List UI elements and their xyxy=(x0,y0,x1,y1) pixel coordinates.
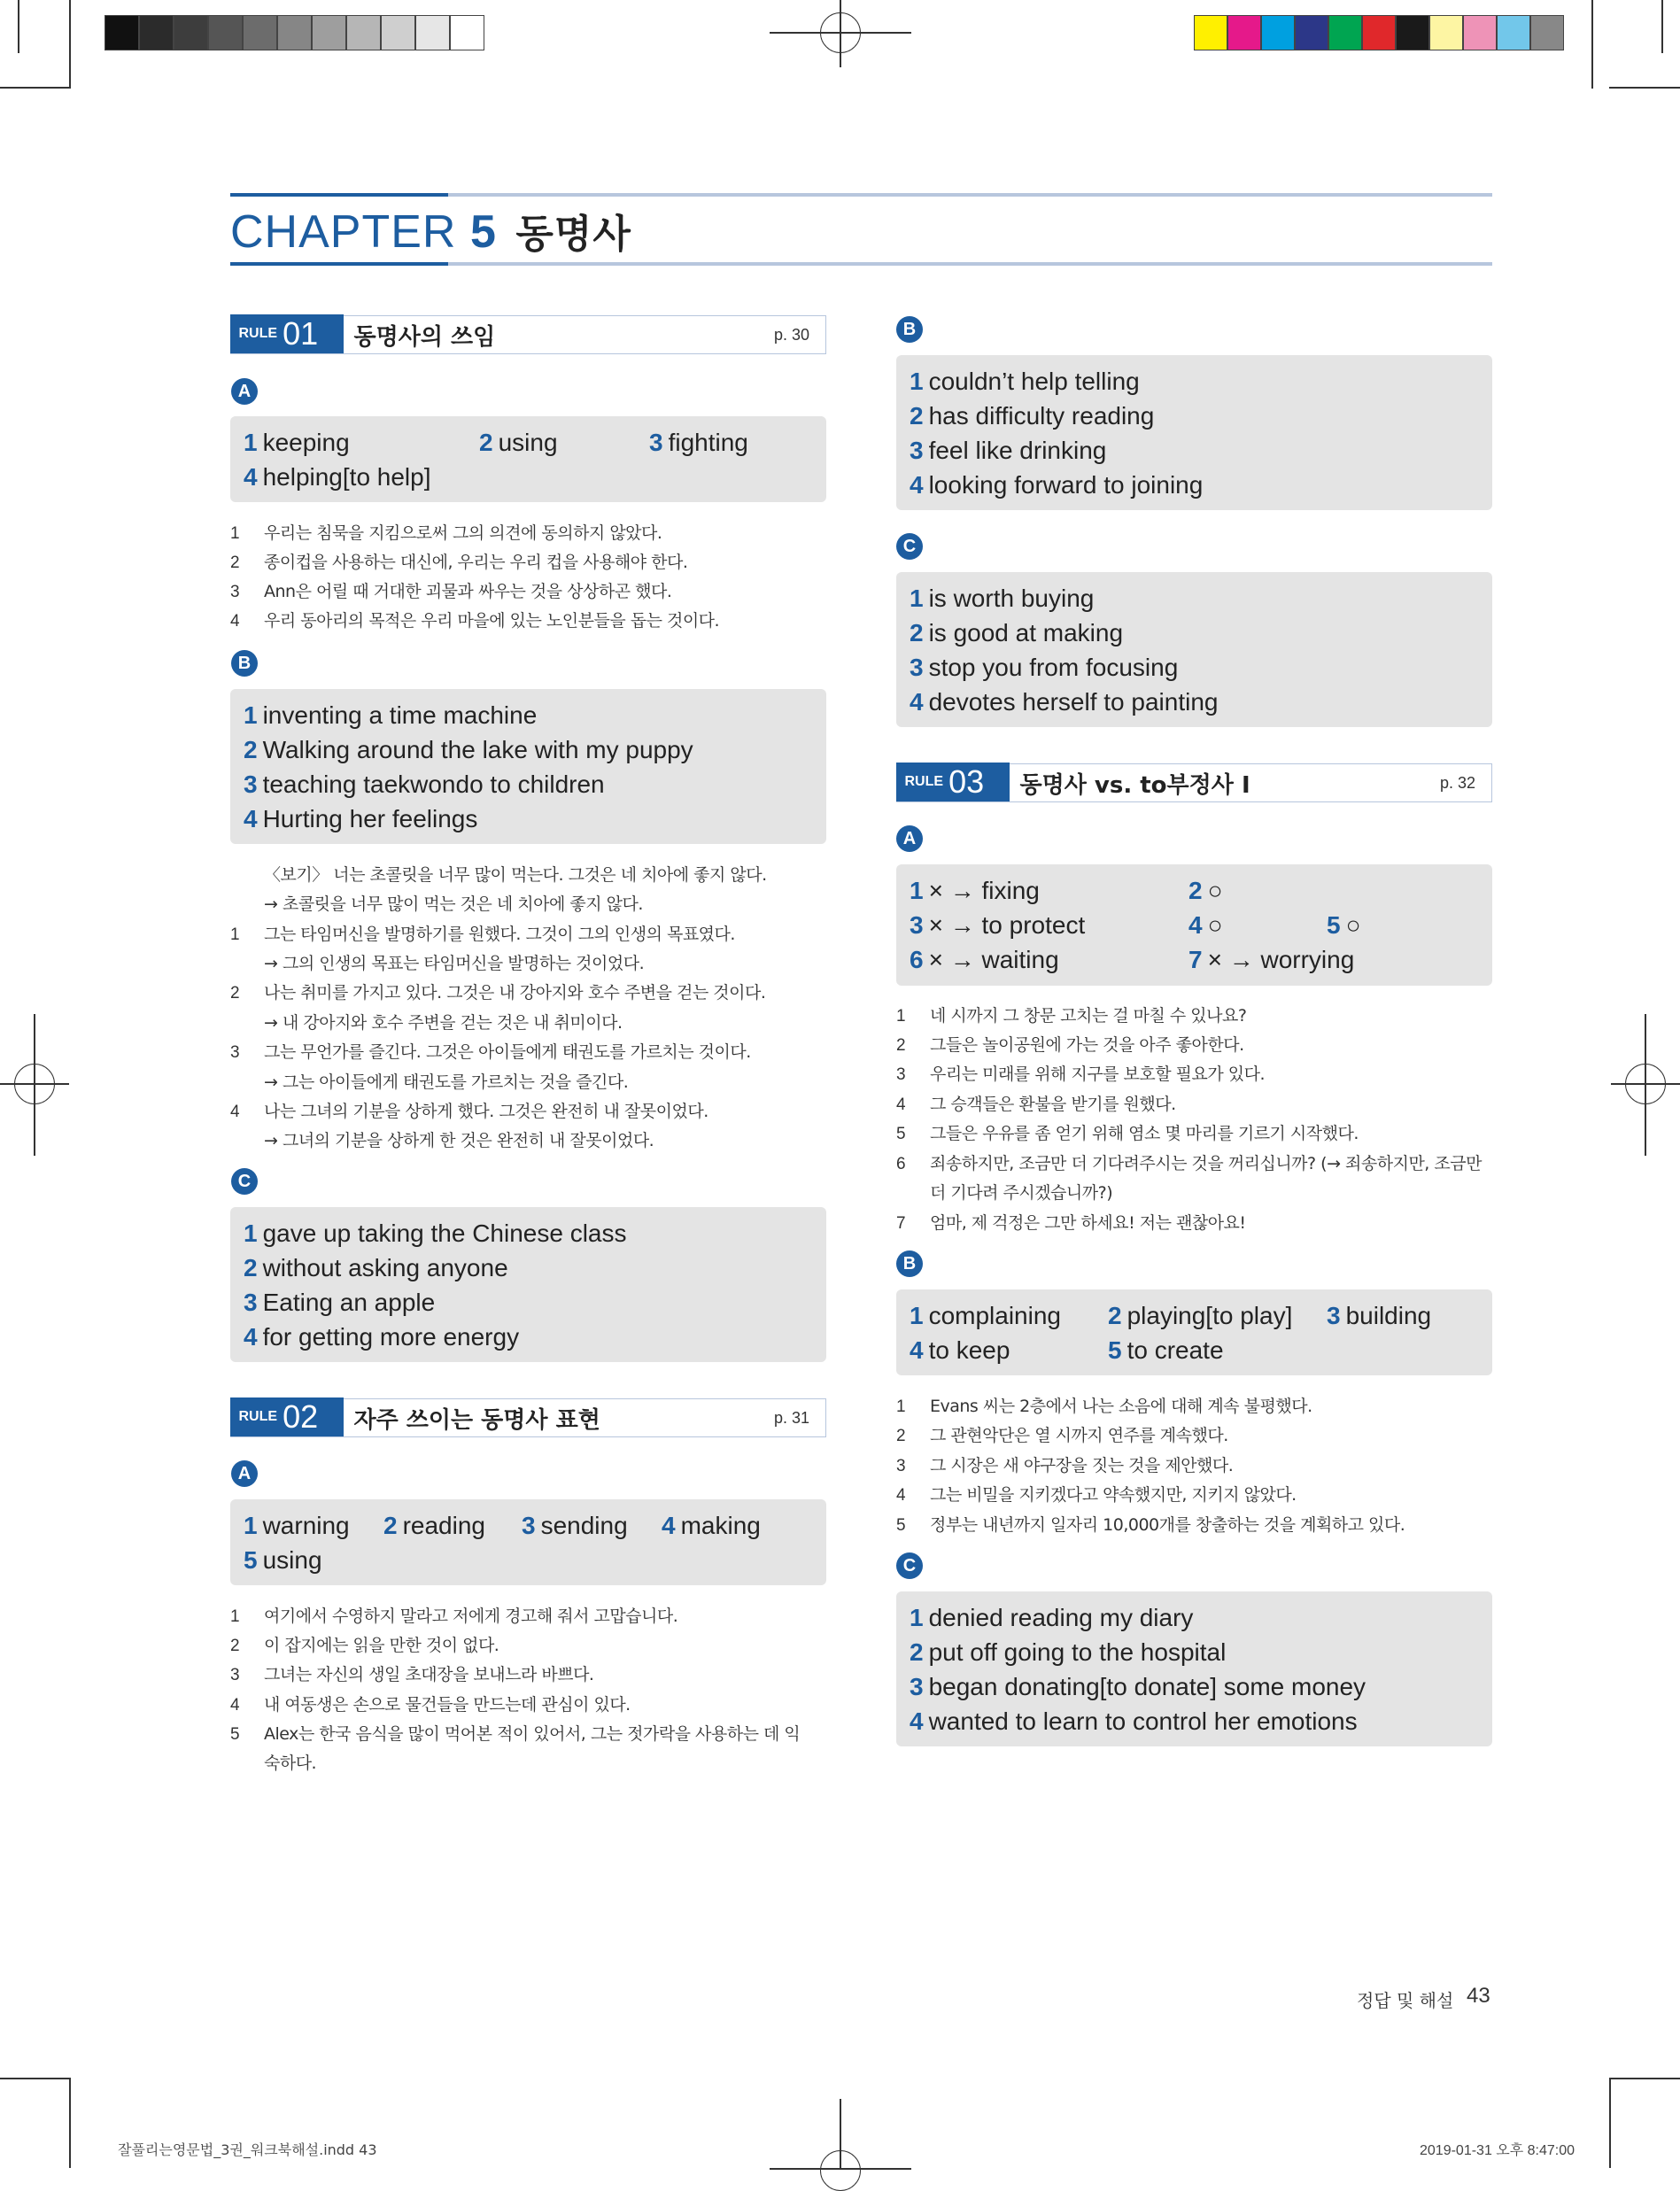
answer-item: 2 playing[to play] xyxy=(1108,1302,1293,1329)
rule-title: 동명사의 쓰임 xyxy=(353,323,496,351)
color-swatch xyxy=(1429,15,1463,50)
rule-number: 03 xyxy=(948,763,985,801)
translation-line: → 그는 아이들에게 태권도를 가르치는 것을 즐긴다. xyxy=(264,1072,629,1092)
answer-item: 3 feel like drinking xyxy=(910,437,1107,464)
answer-item: 4 helping[to help] xyxy=(244,463,431,491)
registration-line xyxy=(770,2168,911,2170)
translation-line: 2 나는 취미를 가지고 있다. 그것은 내 강아지와 호수 주변을 걷는 것이다. xyxy=(230,983,766,1003)
answer-item: 1 is worth buying xyxy=(910,585,1095,612)
print-slug-file: 잘풀리는영문법_3권_워크북해설.indd 43 xyxy=(118,2141,377,2158)
answer-item: 6 × → waiting xyxy=(910,946,1059,973)
answer-item: 3 stop you from focusing xyxy=(910,654,1179,681)
color-swatch xyxy=(450,15,484,50)
translation-line: 7 엄마, 제 걱정은 그만 하세요! 저는 괜찮아요! xyxy=(896,1213,1246,1233)
section-badge-a: A xyxy=(231,1460,258,1487)
rule-02-header xyxy=(230,1398,826,1437)
answer-item: 3 began donating[to donate] some money xyxy=(910,1673,1366,1700)
color-swatch xyxy=(1463,15,1497,50)
answer-item: 5 ○ xyxy=(1327,911,1361,939)
color-swatch xyxy=(1396,15,1429,50)
answer-item: 2 has difficulty reading xyxy=(910,402,1155,430)
color-swatch xyxy=(277,15,312,50)
translation-line: 4 그 승객들은 환불을 받기를 원했다. xyxy=(896,1095,1176,1114)
chapter-rule-bottom xyxy=(230,262,1492,266)
crop-mark xyxy=(0,2078,71,2079)
section-badge-c: C xyxy=(896,533,923,560)
color-swatch xyxy=(1328,15,1362,50)
gray-color-bar xyxy=(105,15,484,50)
translation-line: 숙하다. xyxy=(264,1754,317,1773)
translation-line: 2 그 관현악단은 열 시까지 연주를 계속했다. xyxy=(896,1426,1228,1445)
crop-mark xyxy=(1661,0,1663,53)
answer-item: 1 warning xyxy=(244,1512,350,1539)
answer-item: 1 × → fixing xyxy=(910,877,1040,904)
translation-line: 1 우리는 침묵을 지킴으로써 그의 의견에 동의하지 않았다. xyxy=(230,523,662,543)
translation-line: 2 종이컵을 사용하는 대신에, 우리는 우리 컵을 사용해야 한다. xyxy=(230,553,688,572)
chapter-rule-top xyxy=(230,193,1492,197)
translation-line: 3 그는 무언가를 즐긴다. 그것은 아이들에게 태권도를 가르치는 것이다. xyxy=(230,1042,751,1062)
footer-section-label: 정답 및 해설 xyxy=(1357,1990,1454,2011)
section-badge-b: B xyxy=(896,1250,923,1277)
answer-item: 1 denied reading my diary xyxy=(910,1604,1194,1631)
answer-item: 4 wanted to learn to control her emotions xyxy=(910,1707,1358,1735)
color-swatch xyxy=(381,15,415,50)
translation-line: → 그의 인생의 목표는 타임머신을 발명하는 것이었다. xyxy=(264,954,645,973)
rule-01-header xyxy=(230,315,826,354)
translation-line: → 초콜릿을 너무 많이 먹는 것은 네 치아에 좋지 않다. xyxy=(264,894,643,914)
crop-mark xyxy=(18,0,19,53)
translation-line: 6 죄송하지만, 조금만 더 기다려주시는 것을 꺼리십니까? (→ 죄송하지만, 조금만 xyxy=(896,1154,1482,1173)
rule-03-header xyxy=(896,763,1492,802)
color-swatch xyxy=(243,15,277,50)
rule-title: 자주 쓰이는 동명사 표현 xyxy=(353,1406,600,1434)
answer-item: 2 is good at making xyxy=(910,619,1124,646)
answer-item: 5 to create xyxy=(1108,1336,1224,1364)
registration-line xyxy=(840,0,841,67)
color-swatch xyxy=(312,15,346,50)
answer-item: 4 to keep xyxy=(910,1336,1010,1364)
answer-item: 1 gave up taking the Chinese class xyxy=(244,1219,627,1247)
color-swatch xyxy=(1261,15,1295,50)
chapter-label: CHAPTER xyxy=(230,206,457,258)
answer-item: 1 keeping xyxy=(244,429,350,456)
crop-mark xyxy=(1609,2078,1680,2079)
translation-line: 4 나는 그녀의 기분을 상하게 했다. 그것은 완전히 내 잘못이었다. xyxy=(230,1102,708,1121)
answer-item: 2 ○ xyxy=(1188,877,1223,904)
translation-line: → 내 강아지와 호수 주변을 걷는 것은 내 취미이다. xyxy=(264,1013,623,1033)
translation-line: 4 그는 비밀을 지키겠다고 약속했지만, 지키지 않았다. xyxy=(896,1485,1297,1505)
crop-mark xyxy=(1591,0,1593,89)
answer-item: 2 put off going to the hospital xyxy=(910,1638,1227,1666)
translation-line: 3 Ann은 어릴 때 거대한 괴물과 싸우는 것을 상상하곤 했다. xyxy=(230,582,672,601)
section-badge-c: C xyxy=(231,1168,258,1195)
rule-page-ref: p. 31 xyxy=(773,1408,809,1427)
color-swatch xyxy=(208,15,243,50)
chapter-number: 5 xyxy=(469,206,497,258)
crop-mark xyxy=(69,0,71,89)
answer-item: 3 teaching taekwondo to children xyxy=(244,770,605,798)
process-color-bar xyxy=(1194,15,1564,50)
answer-item: 3 Eating an apple xyxy=(244,1289,436,1316)
color-swatch xyxy=(1530,15,1564,50)
color-swatch xyxy=(1362,15,1396,50)
crop-mark xyxy=(0,87,71,89)
color-swatch xyxy=(1227,15,1261,50)
answer-item: 1 inventing a time machine xyxy=(244,701,538,729)
print-slug-date: 2019-01-31 오후 8:47:00 xyxy=(1420,2143,1575,2158)
answer-item: 1 couldn’t help telling xyxy=(910,368,1140,395)
translation-line: 4 우리 동아리의 목적은 우리 마을에 있는 노인분들을 돕는 것이다. xyxy=(230,611,720,631)
color-swatch xyxy=(174,15,208,50)
crop-mark xyxy=(69,2078,71,2168)
color-swatch xyxy=(139,15,174,50)
translation-line: 3 그녀는 자신의 생일 초대장을 보내느라 바쁘다. xyxy=(230,1665,594,1684)
answer-item: 2 without asking anyone xyxy=(244,1254,508,1281)
rule-tag: RULE xyxy=(238,326,278,342)
rule-page-ref: p. 32 xyxy=(1439,773,1475,792)
translation-line: 3 우리는 미래를 위해 지구를 보호할 필요가 있다. xyxy=(896,1065,1266,1084)
translation-line: 1 그는 타임머신을 발명하기를 원했다. 그것이 그의 인생의 목표였다. xyxy=(230,925,735,944)
color-swatch xyxy=(415,15,450,50)
color-swatch xyxy=(1194,15,1227,50)
rule-page-ref: p. 30 xyxy=(773,325,809,344)
answer-item: 3 sending xyxy=(522,1512,628,1539)
translation-line: 1 네 시까지 그 창문 고치는 걸 마칠 수 있나요? xyxy=(896,1006,1247,1026)
color-swatch xyxy=(346,15,381,50)
registration-line xyxy=(1645,1014,1646,1156)
translation-line: 5 Alex는 한국 음식을 많이 먹어본 적이 있어서, 그는 젓가락을 사용하는 데 익 xyxy=(230,1724,801,1744)
color-swatch xyxy=(1497,15,1530,50)
answer-item: 1 complaining xyxy=(910,1302,1061,1329)
translation-line: 5 정부는 내년까지 일자리 10,000개를 창출하는 것을 계획하고 있다. xyxy=(896,1515,1405,1535)
section-badge-b: B xyxy=(231,650,258,677)
translation-line: 3 그 시장은 새 야구장을 짓는 것을 제안했다. xyxy=(896,1456,1234,1475)
answer-item: 4 making xyxy=(662,1512,761,1539)
translation-line: 더 기다려 주시겠습니까?) xyxy=(930,1183,1113,1203)
registration-line xyxy=(34,1014,35,1156)
answer-item: 4 for getting more energy xyxy=(244,1323,520,1351)
translation-line: 2 그들은 놀이공원에 가는 것을 아주 좋아한다. xyxy=(896,1035,1244,1055)
answer-item: 5 using xyxy=(244,1546,322,1574)
registration-line xyxy=(840,2099,841,2168)
answer-item: 7 × → worrying xyxy=(1188,946,1355,973)
answer-item: 4 Hurting her feelings xyxy=(244,805,478,832)
rule-tag: RULE xyxy=(238,1409,278,1425)
answer-item: 2 reading xyxy=(383,1512,485,1539)
translation-line: → 그녀의 기분을 상하게 한 것은 완전히 내 잘못이었다. xyxy=(264,1131,654,1150)
translation-line: 1 여기에서 수영하지 말라고 저에게 경고해 줘서 고맙습니다. xyxy=(230,1606,678,1626)
crop-mark xyxy=(1609,2078,1611,2168)
translation-line: 4 내 여동생은 손으로 물건들을 만드는데 관심이 있다. xyxy=(230,1695,631,1715)
crop-mark xyxy=(1609,87,1680,89)
answer-item: 4 looking forward to joining xyxy=(910,471,1204,499)
answer-item: 3 × → to protect xyxy=(910,911,1086,939)
color-swatch xyxy=(1295,15,1328,50)
chapter-title: 동명사 xyxy=(515,212,631,257)
answer-item: 4 ○ xyxy=(1188,911,1223,939)
translation-line: 〈보기〉 너는 초콜릿을 너무 많이 먹는다. 그것은 네 치아에 좋지 않다. xyxy=(264,865,767,885)
translation-line: 5 그들은 우유를 좀 얻기 위해 염소 몇 마리를 기르기 시작했다. xyxy=(896,1124,1359,1143)
answer-item: 2 Walking around the lake with my puppy xyxy=(244,736,693,763)
color-swatch xyxy=(105,15,139,50)
answer-item: 4 devotes herself to painting xyxy=(910,688,1219,716)
answer-item: 3 fighting xyxy=(649,429,748,456)
translation-line: 2 이 잡지에는 읽을 만한 것이 없다. xyxy=(230,1636,499,1655)
page-number: 43 xyxy=(1467,1984,1490,2008)
answer-item: 3 building xyxy=(1327,1302,1432,1329)
section-badge-b: B xyxy=(896,316,923,343)
rule-tag: RULE xyxy=(904,774,944,790)
translation-line: 1 Evans 씨는 2층에서 나는 소음에 대해 계속 불평했다. xyxy=(896,1397,1312,1416)
rule-number: 01 xyxy=(283,315,319,352)
chapter-heading xyxy=(230,202,631,259)
rule-number: 02 xyxy=(283,1398,319,1436)
rule-title: 동명사 vs. to부정사 Ⅰ xyxy=(1019,771,1250,799)
section-badge-a: A xyxy=(231,378,258,405)
answer-item: 2 using xyxy=(479,429,558,456)
section-badge-c: C xyxy=(896,1552,923,1579)
section-badge-a: A xyxy=(896,825,923,852)
